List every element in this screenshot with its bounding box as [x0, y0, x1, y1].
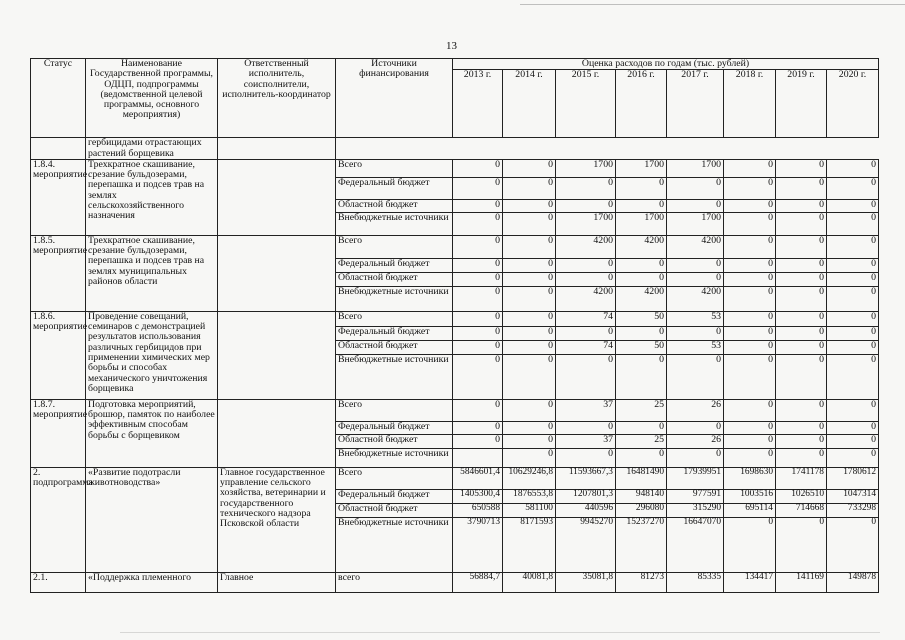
row-value: 74 [556, 340, 616, 354]
row-source: Внебюджетные источники [336, 286, 453, 311]
row-value: 1026510 [776, 489, 827, 503]
row-value: 0 [667, 199, 724, 212]
row-value: 0 [776, 448, 827, 467]
row-value: 37 [556, 434, 616, 448]
row-value: 0 [556, 421, 616, 434]
header-costs: Оценка расходов по годам (тыс. рублей) [453, 59, 879, 70]
row-value: 0 [776, 212, 827, 235]
last-row-value: 85335 [667, 572, 724, 592]
header-row-1 [31, 59, 879, 70]
row-value: 0 [724, 354, 776, 399]
row-value: 0 [724, 326, 776, 340]
last-row-value: 35081,8 [556, 572, 616, 592]
row-value: 1780612 [827, 467, 879, 489]
last-row-value: 40081,8 [503, 572, 556, 592]
row-value: 0 [827, 286, 879, 311]
row-value: 0 [667, 448, 724, 467]
table-row [31, 467, 879, 489]
continuation-text: гербицидами отрастающих растений борщевика [86, 138, 218, 160]
row-value: 1741178 [776, 467, 827, 489]
row-value: 4200 [556, 286, 616, 311]
row-value: 0 [724, 399, 776, 421]
row-source: Внебюджетные источники [336, 517, 453, 572]
row-value: 0 [503, 199, 556, 212]
row-value: 16647070 [667, 517, 724, 572]
row-name: Трехкратное скашивание, срезание бульдозерами, перепашка и подсев трав на землях сельскохозяйственного назначения [86, 159, 218, 235]
row-value: 25 [616, 434, 667, 448]
row-value: 0 [667, 326, 724, 340]
row-value: 0 [776, 354, 827, 399]
row-value: 0 [776, 258, 827, 272]
row-value: 0 [616, 421, 667, 434]
table-row [31, 399, 879, 421]
table-row [31, 235, 879, 258]
row-name: «Развитие подотрасли животноводства» [86, 467, 218, 572]
row-value: 0 [503, 399, 556, 421]
row-value: 0 [776, 340, 827, 354]
last-row-value: 134417 [724, 572, 776, 592]
row-value: 0 [556, 354, 616, 399]
last-row-value: 56884,7 [453, 572, 503, 592]
row-value: 0 [453, 159, 503, 177]
row-value: 37 [556, 399, 616, 421]
row-value: 977591 [667, 489, 724, 503]
row-value: 0 [616, 177, 667, 199]
row-value: 0 [724, 517, 776, 572]
row-value: 17939951 [667, 467, 724, 489]
row-value: 0 [827, 311, 879, 326]
row-value: 0 [776, 311, 827, 326]
row-value: 0 [503, 258, 556, 272]
row-value: 0 [776, 272, 827, 286]
row-value: 0 [453, 199, 503, 212]
row-value: 0 [503, 212, 556, 235]
header-year-2020: 2020 г. [827, 70, 879, 138]
row-value: 0 [556, 199, 616, 212]
row-name: Подготовка мероприятий, брошюр, памяток по наиболее эффективным способам борьбы с борщевиком [86, 399, 218, 467]
row-value: 0 [453, 258, 503, 272]
page-number: 13 [446, 40, 457, 52]
row-source: Федеральный бюджет [336, 258, 453, 272]
scan-artifact-bottom [120, 632, 880, 633]
row-value: 0 [827, 177, 879, 199]
row-value: 0 [453, 272, 503, 286]
row-value: 315290 [667, 503, 724, 517]
row-value: 1700 [616, 212, 667, 235]
continuation-status [31, 138, 86, 160]
row-value: 0 [667, 421, 724, 434]
row-source: Федеральный бюджет [336, 421, 453, 434]
last-row-executor: Главное [218, 572, 336, 592]
row-value: 0 [556, 326, 616, 340]
row-value: 0 [503, 434, 556, 448]
row-value: 0 [556, 177, 616, 199]
row-value: 0 [453, 177, 503, 199]
row-value: 0 [503, 326, 556, 340]
row-value: 3790713 [453, 517, 503, 572]
header-status: Статус [31, 59, 86, 138]
row-value: 1405300,4 [453, 489, 503, 503]
row-value: 0 [827, 517, 879, 572]
row-value: 0 [503, 448, 556, 467]
header-executor: Ответственный исполнитель, соисполнители, исполнитель-координатор [218, 59, 336, 138]
row-value: 0 [724, 286, 776, 311]
row-value: 948140 [616, 489, 667, 503]
row-value: 0 [453, 354, 503, 399]
row-executor [218, 399, 336, 467]
row-value: 25 [616, 399, 667, 421]
row-value: 0 [724, 421, 776, 434]
header-year-2017: 2017 г. [667, 70, 724, 138]
row-value: 0 [827, 212, 879, 235]
row-value: 0 [827, 421, 879, 434]
row-value: 0 [503, 272, 556, 286]
row-value: 0 [724, 434, 776, 448]
row-value: 0 [776, 199, 827, 212]
row-value: 0 [667, 354, 724, 399]
row-value: 0 [776, 434, 827, 448]
row-value: 0 [503, 177, 556, 199]
last-row-value: 81273 [616, 572, 667, 592]
row-value: 4200 [616, 235, 667, 258]
row-value: 296080 [616, 503, 667, 517]
row-status: 1.8.7. мероприятие [31, 399, 86, 467]
row-value: 0 [776, 159, 827, 177]
row-value: 0 [827, 354, 879, 399]
row-value: 0 [503, 235, 556, 258]
row-value: 26 [667, 399, 724, 421]
row-value: 695114 [724, 503, 776, 517]
continuation-row [31, 138, 879, 160]
row-executor [218, 159, 336, 235]
row-value: 1003516 [724, 489, 776, 503]
row-status: 1.8.5. мероприятие [31, 235, 86, 311]
row-value: 1207801,3 [556, 489, 616, 503]
row-value: 0 [616, 272, 667, 286]
row-executor [218, 235, 336, 311]
last-row-value: 149878 [827, 572, 879, 592]
row-value: 0 [556, 448, 616, 467]
header-year-2013: 2013 г. [453, 70, 503, 138]
row-value: 0 [453, 399, 503, 421]
row-value: 0 [503, 311, 556, 326]
row-source: Всего [336, 399, 453, 421]
row-value: 714668 [776, 503, 827, 517]
row-value: 0 [667, 272, 724, 286]
continuation-executor [218, 138, 336, 160]
row-executor: Главное государственное управление сельского хозяйства, ветеринарии и государственного технического надзора Псковской области [218, 467, 336, 572]
row-value: 650588 [453, 503, 503, 517]
row-value [453, 448, 503, 467]
row-value: 0 [827, 448, 879, 467]
row-value: 0 [556, 272, 616, 286]
last-row-name: «Поддержка племенного [86, 572, 218, 592]
row-value: 0 [724, 448, 776, 467]
row-value: 5846601,4 [453, 467, 503, 489]
row-source: Областной бюджет [336, 199, 453, 212]
row-value: 581100 [503, 503, 556, 517]
row-value: 0 [556, 258, 616, 272]
row-value: 0 [776, 177, 827, 199]
row-name: Трехкратное скашивание, срезание бульдозерами, перепашка и подсев трав на землях муниципальных районов области [86, 235, 218, 311]
row-value: 74 [556, 311, 616, 326]
row-value: 0 [776, 326, 827, 340]
row-value: 0 [827, 235, 879, 258]
table-body [31, 138, 879, 593]
row-value: 15237270 [616, 517, 667, 572]
header-year-2015: 2015 г. [556, 70, 616, 138]
row-source: Областной бюджет [336, 434, 453, 448]
row-status: 1.8.6. мероприятие [31, 311, 86, 399]
row-value: 0 [827, 340, 879, 354]
row-executor [218, 311, 336, 399]
row-value: 0 [827, 272, 879, 286]
row-value: 0 [724, 199, 776, 212]
row-value: 0 [453, 286, 503, 311]
row-value: 1698630 [724, 467, 776, 489]
row-value: 1876553,8 [503, 489, 556, 503]
row-source: Внебюджетные источники [336, 448, 453, 467]
last-row-value: 141169 [776, 572, 827, 592]
row-value: 1047314 [827, 489, 879, 503]
row-value: 0 [453, 434, 503, 448]
row-value: 0 [503, 340, 556, 354]
row-value: 53 [667, 311, 724, 326]
row-value: 0 [776, 517, 827, 572]
last-row-status: 2.1. [31, 572, 86, 592]
row-value: 0 [724, 258, 776, 272]
header-year-2014: 2014 г. [503, 70, 556, 138]
row-name: Проведение совещаний, семинаров с демонстрацией результатов использования различных гербицидов при применении химических мер борьбы и способах механического уничтожения борщевика [86, 311, 218, 399]
row-value: 0 [724, 235, 776, 258]
row-source: Всего [336, 467, 453, 489]
header-year-2019: 2019 г. [776, 70, 827, 138]
row-value: 0 [667, 258, 724, 272]
row-source: Федеральный бюджет [336, 177, 453, 199]
table-row [31, 159, 879, 177]
row-status: 1.8.4. мероприятие [31, 159, 86, 235]
row-source: Всего [336, 311, 453, 326]
last-row-source: всего [336, 572, 453, 592]
row-value: 0 [453, 311, 503, 326]
row-value: 0 [453, 235, 503, 258]
continuation-empty [336, 138, 879, 160]
row-value: 0 [453, 340, 503, 354]
row-value: 1700 [556, 212, 616, 235]
row-value: 4200 [667, 235, 724, 258]
row-value: 733298 [827, 503, 879, 517]
row-value: 4200 [616, 286, 667, 311]
row-value: 0 [616, 326, 667, 340]
row-value: 9945270 [556, 517, 616, 572]
row-source: Областной бюджет [336, 272, 453, 286]
row-value: 8171593 [503, 517, 556, 572]
row-value: 0 [667, 177, 724, 199]
row-value: 0 [616, 258, 667, 272]
row-value: 53 [667, 340, 724, 354]
row-value: 0 [453, 421, 503, 434]
row-value: 0 [776, 421, 827, 434]
row-value: 0 [776, 399, 827, 421]
row-value: 0 [453, 212, 503, 235]
row-value: 50 [616, 340, 667, 354]
row-value: 0 [827, 399, 879, 421]
row-value: 11593667,3 [556, 467, 616, 489]
row-value: 1700 [667, 212, 724, 235]
row-source: Областной бюджет [336, 503, 453, 517]
row-source: Федеральный бюджет [336, 326, 453, 340]
row-source: Всего [336, 159, 453, 177]
header-year-2016: 2016 г. [616, 70, 667, 138]
row-value: 1700 [667, 159, 724, 177]
row-value: 0 [616, 354, 667, 399]
row-source: Внебюджетные источники [336, 354, 453, 399]
row-value: 0 [724, 212, 776, 235]
row-value: 0 [503, 286, 556, 311]
table-row-last [31, 572, 879, 592]
row-value: 0 [503, 159, 556, 177]
scan-artifact-top [520, 4, 905, 5]
row-value: 0 [724, 177, 776, 199]
row-status: 2. подпрограмма [31, 467, 86, 572]
header-sources: Источники финансирования [336, 59, 453, 138]
row-value: 16481490 [616, 467, 667, 489]
row-value: 0 [616, 199, 667, 212]
header-name: Наименование Государственной программы, ОДЦП, подпрограммы (ведомственной целевой программы, основного мероприятия) [86, 59, 218, 138]
row-source: Федеральный бюджет [336, 489, 453, 503]
row-value: 0 [616, 448, 667, 467]
table-row [31, 311, 879, 326]
row-value: 440596 [556, 503, 616, 517]
row-value: 0 [827, 258, 879, 272]
row-source: Областной бюджет [336, 340, 453, 354]
header-year-2018: 2018 г. [724, 70, 776, 138]
row-value: 50 [616, 311, 667, 326]
row-value: 0 [724, 272, 776, 286]
row-value: 0 [503, 421, 556, 434]
row-value: 26 [667, 434, 724, 448]
row-value: 4200 [556, 235, 616, 258]
row-value: 10629246,8 [503, 467, 556, 489]
row-value: 0 [776, 235, 827, 258]
row-value: 4200 [667, 286, 724, 311]
row-value: 0 [503, 354, 556, 399]
row-value: 1700 [616, 159, 667, 177]
row-value: 0 [827, 434, 879, 448]
row-value: 0 [827, 326, 879, 340]
row-value: 0 [453, 326, 503, 340]
row-source: Всего [336, 235, 453, 258]
row-value: 0 [724, 340, 776, 354]
row-value: 0 [724, 311, 776, 326]
row-value: 0 [827, 199, 879, 212]
row-value: 0 [776, 286, 827, 311]
row-source: Внебюджетные источники [336, 212, 453, 235]
row-value: 0 [827, 159, 879, 177]
budget-table [30, 58, 879, 593]
row-value: 1700 [556, 159, 616, 177]
row-value: 0 [724, 159, 776, 177]
